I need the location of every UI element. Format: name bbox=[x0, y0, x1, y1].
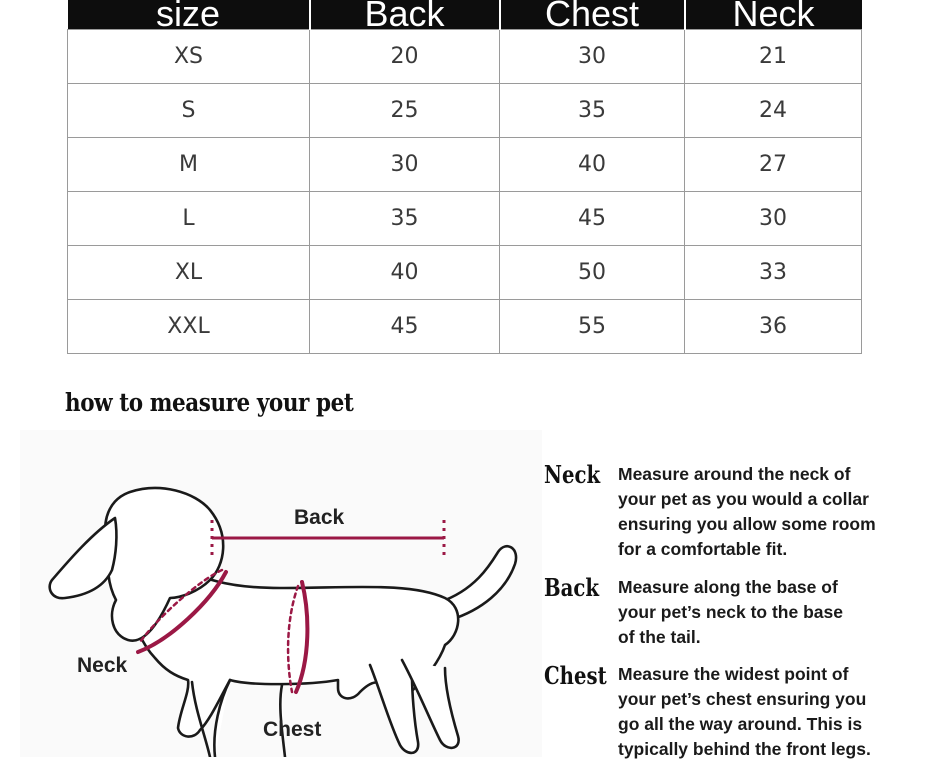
dog-ear bbox=[50, 518, 117, 598]
back-cell: 45 bbox=[310, 300, 500, 354]
back-figure-label: Back bbox=[294, 506, 345, 529]
description-line: ensuring you allow some room bbox=[618, 514, 876, 534]
chest-cell: 55 bbox=[500, 300, 685, 354]
chest-cell: 35 bbox=[500, 84, 685, 138]
description-line: your pet as you would a collar bbox=[618, 489, 869, 509]
back-cell: 30 bbox=[310, 138, 500, 192]
back-cell: 20 bbox=[310, 30, 500, 84]
size-cell: XL bbox=[68, 246, 310, 300]
neck-description bbox=[618, 462, 918, 562]
size-cell: M bbox=[68, 138, 310, 192]
chest-figure-label: Chest bbox=[263, 718, 322, 741]
measure-guide-heading: how to measure your pet bbox=[65, 388, 354, 417]
neck-cell: 27 bbox=[685, 138, 862, 192]
description-line: of the tail. bbox=[618, 627, 701, 647]
description-line: typically behind the front legs. bbox=[618, 739, 871, 759]
neck-cell: 36 bbox=[685, 300, 862, 354]
chest-cell: 40 bbox=[500, 138, 685, 192]
size-cell: XS bbox=[68, 30, 310, 84]
neck-column-header: Neck bbox=[685, 0, 862, 30]
description-line: for a comfortable fit. bbox=[618, 539, 788, 559]
table-row bbox=[68, 84, 862, 138]
description-line: Measure the widest point of bbox=[618, 664, 849, 684]
back-cell: 40 bbox=[310, 246, 500, 300]
table-row bbox=[68, 138, 862, 192]
description-line: go all the way around. This is bbox=[618, 714, 863, 734]
chest-cell: 50 bbox=[500, 246, 685, 300]
size-chart-header-row bbox=[68, 0, 862, 30]
neck-cell: 33 bbox=[685, 246, 862, 300]
neck-cell: 21 bbox=[685, 30, 862, 84]
chest-description bbox=[618, 662, 918, 762]
description-line: Measure along the base of bbox=[618, 577, 838, 597]
size-chart-table bbox=[67, 0, 862, 354]
size-column-header: size bbox=[68, 0, 310, 30]
neck-cell: 30 bbox=[685, 192, 862, 246]
size-cell: S bbox=[68, 84, 310, 138]
neck-figure-label: Neck bbox=[77, 654, 128, 677]
size-cell: XXL bbox=[68, 300, 310, 354]
dog-measurement-illustration bbox=[20, 430, 542, 757]
chest-cell: 30 bbox=[500, 30, 685, 84]
description-line: your pet’s neck to the base bbox=[618, 602, 843, 622]
back-term: Back bbox=[544, 573, 600, 602]
back-cell: 25 bbox=[310, 84, 500, 138]
description-line: Measure around the neck of bbox=[618, 464, 851, 484]
size-cell: L bbox=[68, 192, 310, 246]
table-row bbox=[68, 192, 862, 246]
back-cell: 35 bbox=[310, 192, 500, 246]
table-row bbox=[68, 300, 862, 354]
chest-cell: 45 bbox=[500, 192, 685, 246]
back-column-header: Back bbox=[310, 0, 500, 30]
chest-term: Chest bbox=[544, 661, 607, 690]
description-line: your pet’s chest ensuring you bbox=[618, 689, 867, 709]
neck-term: Neck bbox=[544, 460, 601, 489]
neck-cell: 24 bbox=[685, 84, 862, 138]
table-row bbox=[68, 246, 862, 300]
chest-column-header: Chest bbox=[500, 0, 685, 30]
table-row bbox=[68, 30, 862, 84]
back-description bbox=[618, 575, 918, 650]
